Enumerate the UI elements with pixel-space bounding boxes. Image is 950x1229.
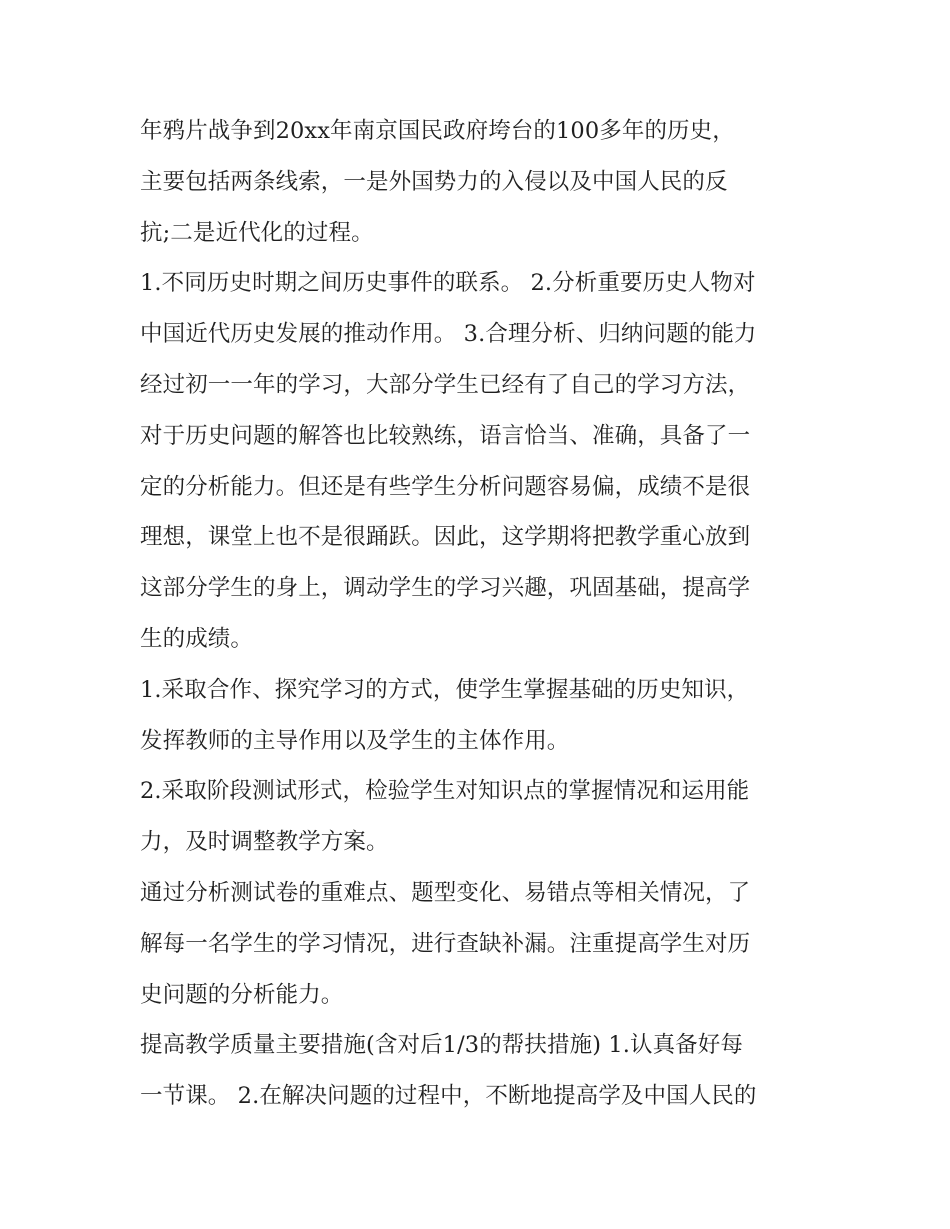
text-line: 2.采取阶段测试形式，检验学生对知识点的掌握情况和运用能 bbox=[140, 778, 750, 805]
text-line: 通过分析测试卷的重难点、题型变化、易错点等相关情况，了 bbox=[140, 879, 751, 906]
text-line: 理想，课堂上也不是很踊跃。因此，这学期将把教学重心放到 bbox=[140, 524, 751, 551]
text-line: 主要包括两条线索，一是外国势力的入侵以及中国人民的反 bbox=[140, 168, 728, 195]
text-line: 1.不同历史时期之间历史事件的联系。 2.分析重要历史人物对 bbox=[140, 270, 756, 297]
text-line: 中国近代历史发展的推动作用。 3.合理分析、归纳问题的能力 bbox=[140, 321, 757, 348]
text-line: 定的分析能力。但还是有些学生分析问题容易偏，成绩不是很 bbox=[140, 473, 751, 500]
text-line: 解每一名学生的学习情况，进行查缺补漏。注重提高学生对历 bbox=[140, 930, 751, 957]
text-line: 生的成绩。 bbox=[140, 625, 254, 652]
document-body bbox=[140, 106, 820, 1122]
text-line: 年鸦片战争到20xx年南京国民政府垮台的100多年的历史， bbox=[140, 118, 735, 144]
text-line: 发挥教师的主导作用以及学生的主体作用。 bbox=[140, 727, 570, 754]
text-line: 1.采取合作、探究学习的方式，使学生掌握基础的历史知识， bbox=[140, 676, 750, 703]
text-line: 经过初一一年的学习，大部分学生已经有了自己的学习方法， bbox=[140, 371, 751, 398]
text-line: 力，及时调整教学方案。 bbox=[140, 829, 389, 856]
text-line: 提高教学质量主要措施(含对后1/3的帮扶措施) 1.认真备好每 bbox=[140, 1032, 743, 1059]
text-line: 这部分学生的身上，调动学生的学习兴趣，巩固基础，提高学 bbox=[140, 575, 751, 602]
text-line: 史问题的分析能力。 bbox=[140, 981, 344, 1008]
text-line: 抗;二是近代化的过程。 bbox=[140, 219, 374, 246]
text-line: 一节课。 2.在解决问题的过程中，不断地提高学及中国人民的 bbox=[140, 1083, 757, 1110]
text-line: 对于历史问题的解答也比较熟练，语言恰当、准确，具备了一 bbox=[140, 422, 751, 449]
